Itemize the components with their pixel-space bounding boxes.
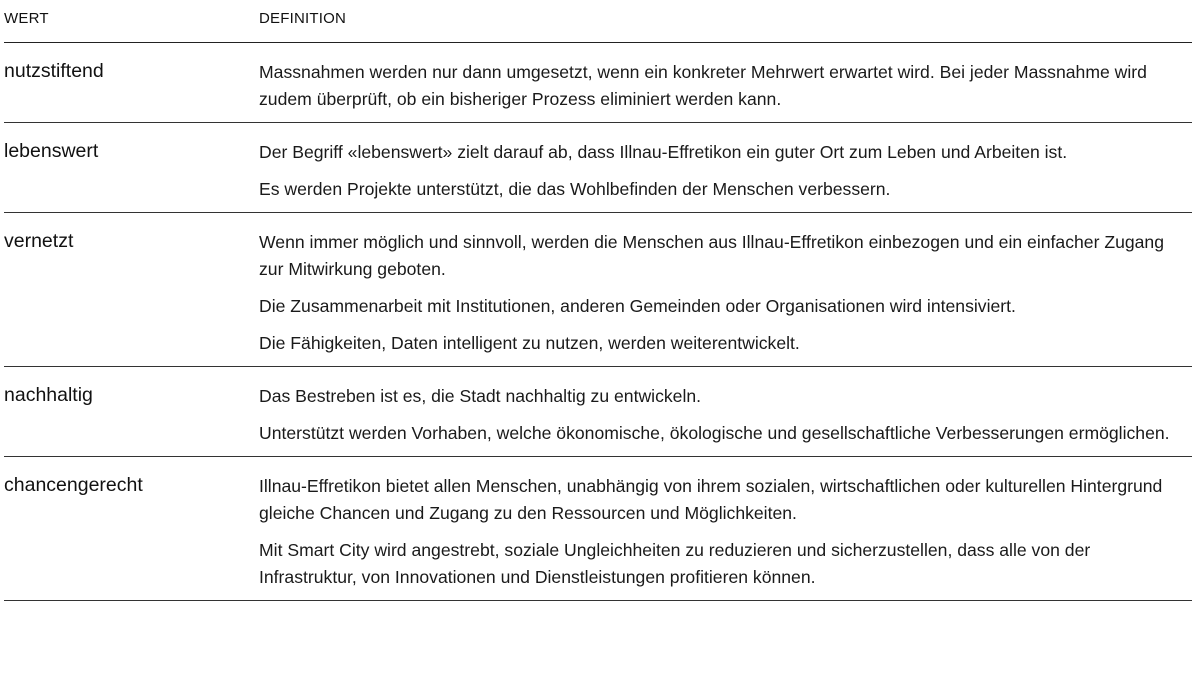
header-definition: DEFINITION xyxy=(259,10,346,27)
row-term: chancengerecht xyxy=(4,474,143,496)
row-term: lebenswert xyxy=(4,140,99,162)
row-term: nutzstiftend xyxy=(4,60,104,82)
table-row xyxy=(4,43,1192,123)
table-row xyxy=(4,213,1192,367)
table-header xyxy=(4,0,1192,43)
table-row xyxy=(4,367,1192,457)
definition-text: Massnahmen werden nur dann umgesetzt, wenn ein konkreter Mehrwert erwartet wird. Bei jeder Massnahme wird zudem überprüft, ob ein bisheriger Prozess eliminiert werden kann. xyxy=(259,62,1147,109)
row-term: vernetzt xyxy=(4,230,74,252)
definition-text: Die Zusammenarbeit mit Institutionen, anderen Gemeinden oder Organisationen wird intensiviert. xyxy=(259,296,1016,316)
definition-text: Wenn immer möglich und sinnvoll, werden die Menschen aus Illnau-Effretikon einbezogen und ein einfacher Zugang zur Mitwirkung geboten. xyxy=(259,232,1164,279)
row-definitions xyxy=(259,123,1192,212)
header-value: WERT xyxy=(4,10,49,27)
definition-text: Mit Smart City wird angestrebt, soziale Ungleichheiten zu reduzieren und sicherzustellen, dass alle von der Infrastruktur, von Innovationen und Dienstleistungen profitieren können. xyxy=(259,540,1091,587)
definition-text: Der Begriff «lebenswert» zielt darauf ab, dass Illnau-Effretikon ein guter Ort zum Leben und Arbeiten ist. xyxy=(259,142,1068,162)
table-row xyxy=(4,457,1192,601)
table-row xyxy=(4,123,1192,213)
definition-text: Illnau-Effretikon bietet allen Menschen, unabhängig von ihrem sozialen, wirtschaftlichen oder kulturellen Hintergrund gleiche Chancen und Zugang zu den Ressourcen und Möglichkeiten. xyxy=(259,476,1163,523)
definition-text: Die Fähigkeiten, Daten intelligent zu nutzen, werden weiterentwickelt. xyxy=(259,333,800,353)
values-table xyxy=(4,0,1192,601)
definition-text: Das Bestreben ist es, die Stadt nachhaltig zu entwickeln. xyxy=(259,386,702,406)
row-term: nachhaltig xyxy=(4,384,93,406)
row-definitions xyxy=(259,457,1192,600)
row-definitions xyxy=(259,43,1192,122)
definition-text: Unterstützt werden Vorhaben, welche ökonomische, ökologische und gesellschaftliche Verbesserungen ermöglichen. xyxy=(259,423,1170,443)
definition-text: Es werden Projekte unterstützt, die das Wohlbefinden der Menschen verbessern. xyxy=(259,179,891,199)
row-definitions xyxy=(259,213,1192,366)
row-definitions xyxy=(259,367,1192,456)
